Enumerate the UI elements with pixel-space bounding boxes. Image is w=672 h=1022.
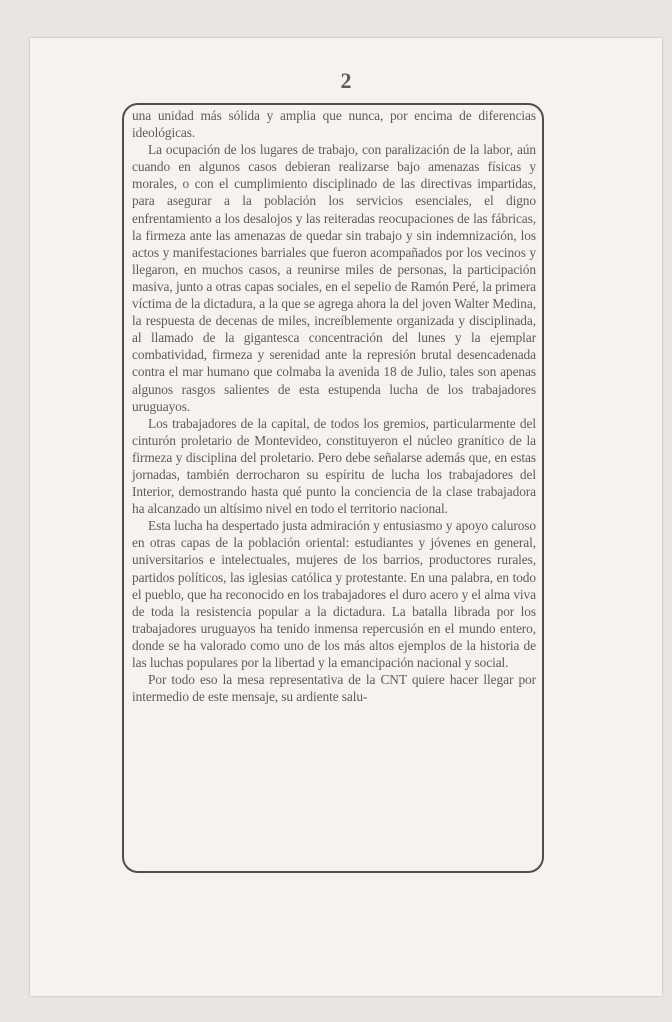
paragraph-3: Los trabajadores de la capital, de todos los gremios, particularmente del cinturón proletario de Montevideo, constituyeron el núcleo granítico de la firmeza y disciplina del proletario. Pero debe señalarse además que, en estas jornadas, también derrocharon su espíritu de lucha los trabajadores del Interior, demostrando hasta qué punto la conciencia de la clase trabajadora ha alcanzado un altísimo nivel en todo el territorio nacional.: [132, 415, 536, 517]
paragraph-2: La ocupación de los lugares de trabajo, con paralización de la labor, aún cuando en algunos casos debieran realizarse bajo amenazas físicas y morales, o con el cumplimiento disciplinado de las directivas impartidas, para asegurar a la población los servicios esenciales, el digno enfrentamiento a los desalojos y las reiteradas reocupaciones de las fábricas, la firmeza ante las amenazas de quedar sin trabajo y sin indemnización, los actos y manifestaciones barriales que fueron acompañados por los vecinos y llegaron, en muchos casos, a reunirse miles de personas, la participación masiva, junto a otras capas sociales, en el sepelio de Ramón Peré, la primera víctima de la dictadura, a la que se agrega ahora la del joven Walter Medina, la respuesta de decenas de miles, increíblemente organizada y disciplinada, al llamado de la gigantesca concentración del lunes y la ejemplar combatividad, firmeza y serenidad ante la represión brutal desencadenada contra el mar humano que colmaba la avenida 18 de Julio, tales son apenas algunos rasgos salientes de esta estupenda lucha de los trabajadores uruguayos.: [132, 142, 536, 414]
paragraph-4: Esta lucha ha despertado justa admiración y entusiasmo y apoyo caluroso en otras capas de la población oriental: estudiantes y jóvenes en general, universitarios e intelectuales, mujeres de los barrios, productores rurales, partidos políticos, las iglesias católica y protestante. En una palabra, en todo el pueblo, que ha reconocido en los trabajadores el duro acero y el alma viva de toda la resistencia popular a la dictadura. La batalla librada por los trabajadores uruguayos ha tenido inmensa repercusión en el mundo entero, donde se ha valorado como uno de los más altos ejemplos de la historia de las luchas populares por la libertad y la emancipación nacional y social.: [132, 518, 536, 670]
text-frame: [122, 103, 544, 873]
paragraph-5: Por todo eso la mesa representativa de la CNT quiere hacer llegar por intermedio de este mensaje, su ardiente salu-: [132, 672, 536, 705]
paragraph-1: una unidad más sólida y amplia que nunca, por encima de diferencias ideológicas.: [132, 108, 536, 141]
page-number: 2: [340, 68, 352, 93]
